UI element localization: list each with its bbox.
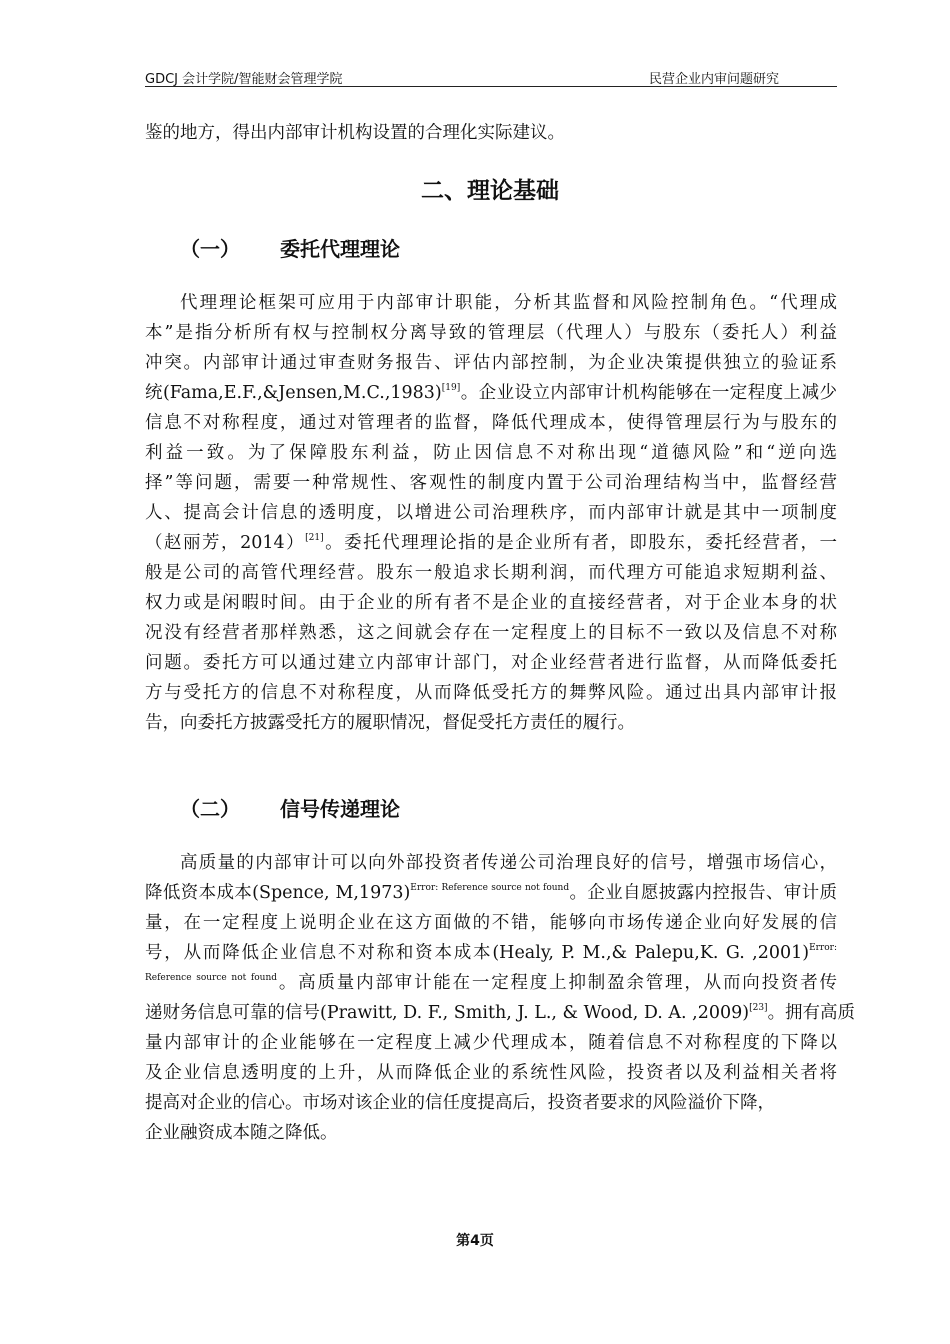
text-line: 代理理论框架可应用于内部审计职能，分析其监督和风险控制角色。“代理成 [180, 293, 837, 313]
text-line: 量内部审计的企业能够在一定程度上减少代理成本，随着信息不对称程度的下降以 [145, 1033, 837, 1053]
citation-text: 降低资本成本(Spence, M,1973) [145, 883, 411, 903]
text-line: 问题。委托方可以通过建立内部审计部门，对企业经营者进行监督，从而降低委托 [145, 653, 837, 673]
citation-ref: [19] [441, 383, 461, 393]
text-line: 况没有经营者那样熟悉，这之间就会存在一定程度上的目标不一致以及信息不对称 [145, 623, 837, 643]
text-line: 人、提高会计信息的透明度，以增进公司治理秩序，而内部审计就是其中一项制度 [145, 503, 837, 523]
text-line: 权力或是闲暇时间。由于企业的所有者不是企业的直接经营者，对于企业本身的状 [145, 593, 837, 613]
subsection-title: 委托代理理论 [280, 237, 400, 261]
text-line: 方与受托方的信息不对称程度，从而降低受托方的舞弊风险。通过出具内部审计报 [145, 683, 837, 703]
text-line: 择”等问题，需要一种常规性、客观性的制度内置于公司治理结构当中，监督经营 [145, 473, 837, 493]
text-line: 告，向委托方披露受托方的履职情况，督促受托方责任的履行。 [145, 713, 635, 733]
text-line: 量，在一定程度上说明企业在这方面做的不错，能够向市场传递企业向好发展的信 [145, 913, 837, 933]
header-paper-title: 民营企业内审问题研究 [648, 72, 779, 87]
subsection-heading-2 [180, 793, 400, 822]
text-line: 信息不对称程度，通过对管理者的监督，降低代理成本，使得管理层行为与股东的 [145, 413, 837, 433]
text-line [145, 878, 837, 908]
text-line: 提高对企业的信心。市场对该企业的信任度提高后，投资者要求的风险溢价下降， [145, 1093, 775, 1113]
page-number: 第4页 [456, 1233, 494, 1249]
text-line: 利益一致。为了保障股东利益，防止因信息不对称出现“道德风险”和“逆向选 [145, 443, 837, 463]
text-line: 本”是指分析所有权与控制权分离导致的管理层（代理人）与股东（委托人）利益 [145, 323, 837, 343]
text-line: 鉴的地方，得出内部审计机构设置的合理化实际建议。 [145, 123, 565, 143]
reference-error: Reference source not found [145, 973, 278, 983]
text-line: 般是公司的高管代理经营。股东一般追求长期利润，而代理方可能追求短期利益、 [145, 563, 837, 583]
text-line: 及企业信息透明度的上升，从而降低企业的系统性风险，投资者以及利益相关者将 [145, 1063, 837, 1083]
header-school: GDCJ 会计学院/智能财会管理学院 [145, 72, 343, 87]
text-line [145, 528, 837, 558]
text-line [145, 938, 837, 968]
reference-error: Error: Reference source not found [410, 883, 570, 893]
subsection-heading-1 [180, 233, 400, 262]
citation-text: （赵丽芳，2014） [145, 533, 306, 553]
subsection-number: （一） [180, 237, 240, 261]
citation-text: 递财务信息可靠的信号(Prawitt, D. F., Smith, J. L., & Wood, D. A. ,2009) [145, 1003, 750, 1023]
paragraph-signaling-theory [145, 848, 856, 1148]
text-line [145, 968, 837, 998]
text-segment: 。企业自愿披露内控报告、审计质 [569, 883, 838, 903]
paragraph-agency-theory [145, 288, 837, 738]
citation-ref: [23] [749, 1003, 768, 1013]
intro-paragraph [145, 118, 837, 148]
text-segment: 。高质量内部审计能在一定程度上抑制盈余管理，从而向投资者传 [277, 973, 838, 993]
citation-text: 号，从而降低企业信息不对称和资本成本(Healy, P. M.,& Palepu,K. G. ,2001) [145, 943, 810, 963]
section-title: 二、理论基础 [421, 178, 559, 204]
citation-ref: [21] [305, 533, 324, 543]
text-line: 高质量的内部审计可以向外部投资者传递公司治理良好的信号，增强市场信心， [180, 853, 837, 873]
reference-error: Error: [809, 943, 837, 953]
page-header [145, 66, 837, 87]
text-segment: 。企业设立内部审计机构能够在一定程度上减少 [460, 383, 838, 403]
subsection-number: （二） [180, 797, 240, 821]
text-line: 企业融资成本随之降低。 [145, 1123, 338, 1143]
citation-text: 统(Fama,E.F.,&Jensen,M.C.,1983) [145, 383, 442, 403]
text-segment: 。拥有高质 [767, 1003, 856, 1023]
text-line: 冲突。内部审计通过审查财务报告、评估内部控制，为企业决策提供独立的验证系 [145, 353, 837, 373]
subsection-title: 信号传递理论 [280, 797, 400, 821]
text-segment: 。委托代理理论指的是企业所有者，即股东，委托经营者，一 [323, 533, 837, 553]
text-line [145, 998, 856, 1028]
text-line [145, 378, 837, 408]
